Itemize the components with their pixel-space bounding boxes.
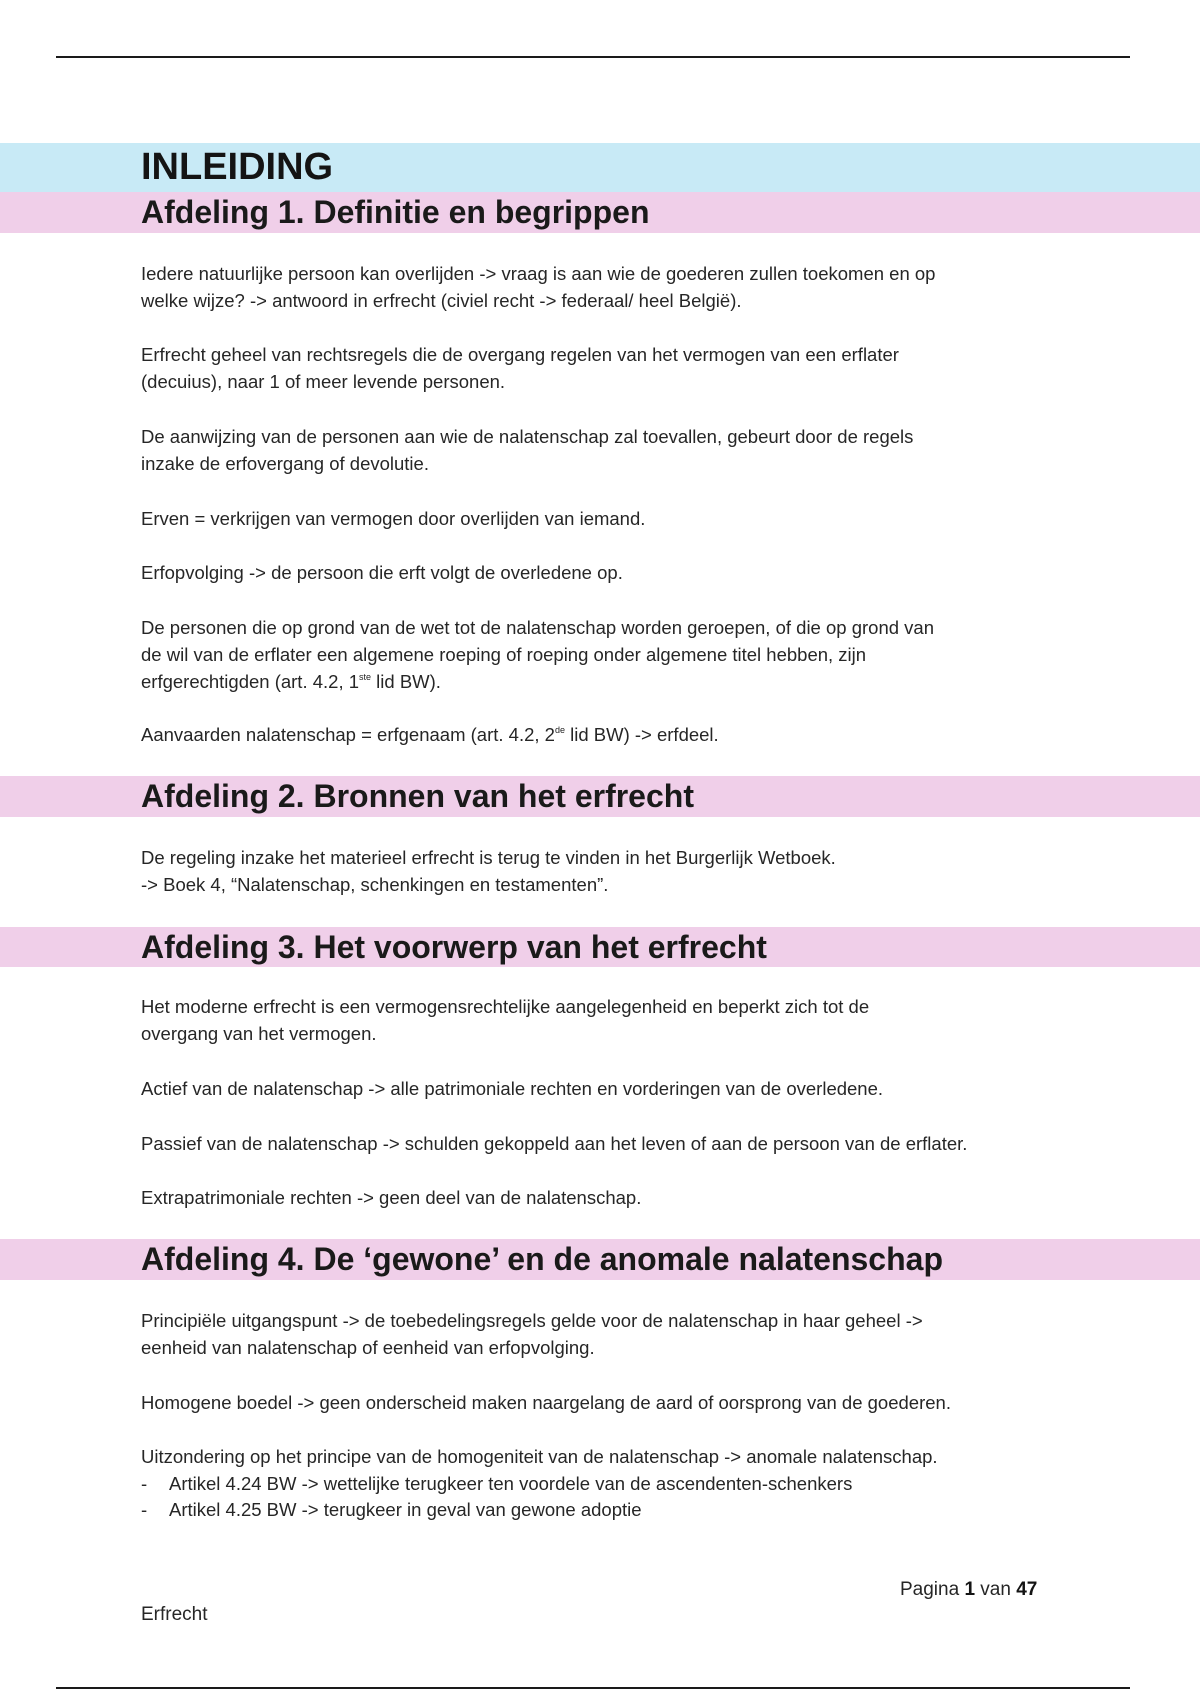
page-number: Pagina 1 van 47 — [900, 1579, 1038, 1600]
s1-paragraph-3: De aanwijzing van de personen aan wie de nalatenschap zal toevallen, gebeurt door de regels inzake de erfovergang of devolutie. — [141, 426, 914, 474]
s1-paragraph-6: De personen die op grond van de wet tot de nalatenschap worden geroepen, of die op grond van de wil van de erflater een algemene roeping of roeping onder algemene titel hebben, zijn erfgerechtigden (art. 4.2, 1ste lid BW). — [141, 617, 934, 692]
s3-paragraph-1: Het moderne erfrecht is een vermogensrechtelijke aangelegenheid en beperkt zich tot de overgang van het vermogen. — [141, 996, 870, 1044]
list-dash: - — [141, 1473, 148, 1494]
s1-paragraph-4: Erven = verkrijgen van vermogen door overlijden van iemand. — [141, 508, 646, 529]
footer-rule — [56, 1687, 1130, 1689]
s1-paragraph-7: Aanvaarden nalatenschap = erfgenaam (art. 4.2, 2de lid BW) -> erfdeel. — [141, 724, 719, 745]
list-item: - Artikel 4.24 BW -> wettelijke terugkeer ten voordele van de ascendenten-schenkers — [141, 1470, 852, 1497]
section-2-title: Afdeling 2. Bronnen van het erfrecht — [141, 778, 694, 814]
list-dash: - — [141, 1499, 148, 1520]
s4-paragraph-2: Homogene boedel -> geen onderscheid maken naargelang de aard of oorsprong van de goederen. — [141, 1392, 951, 1413]
chapter-title: INLEIDING — [141, 146, 334, 188]
s4-paragraph-1: Principiële uitgangspunt -> de toebedelingsregels gelde voor de nalatenschap in haar geheel -> eenheid van nalatenschap of eenheid van erfopvolging. — [141, 1310, 923, 1358]
section-1-title: Afdeling 1. Definitie en begrippen — [141, 194, 650, 230]
s2-paragraph-1: De regeling inzake het materieel erfrecht is terug te vinden in het Burgerlijk Wetboek. -> Boek 4, “Nalatenschap, schenkingen en testamenten”. — [141, 847, 836, 895]
s1-paragraph-2: Erfrecht geheel van rechtsregels die de overgang regelen van het vermogen van een erflater (decuius), naar 1 of meer levende personen. — [141, 344, 899, 392]
s4-paragraph-3: Uitzondering op het principe van de homogeniteit van de nalatenschap -> anomale nalatenschap. — [141, 1446, 938, 1467]
section-4-title: Afdeling 4. De ‘gewone’ en de anomale nalatenschap — [141, 1241, 943, 1277]
s3-paragraph-2: Actief van de nalatenschap -> alle patrimoniale rechten en vorderingen van de overledene. — [141, 1078, 884, 1099]
footer-document-title: Erfrecht — [141, 1604, 208, 1625]
section-3-title: Afdeling 3. Het voorwerp van het erfrecht — [141, 929, 767, 965]
s1-paragraph-1: Iedere natuurlijke persoon kan overlijden -> vraag is aan wie de goederen zullen toekomen en op welke wijze? -> antwoord in erfrecht (civiel recht -> federaal/ heel België). — [141, 263, 936, 311]
s3-paragraph-3: Passief van de nalatenschap -> schulden gekoppeld aan het leven of aan de persoon van de erflater. — [141, 1133, 968, 1154]
header-rule — [56, 56, 1130, 58]
s3-paragraph-4: Extrapatrimoniale rechten -> geen deel van de nalatenschap. — [141, 1187, 642, 1208]
s1-paragraph-5: Erfopvolging -> de persoon die erft volgt de overledene op. — [141, 562, 623, 583]
list-item: - Artikel 4.25 BW -> terugkeer in geval van gewone adoptie — [141, 1496, 642, 1523]
